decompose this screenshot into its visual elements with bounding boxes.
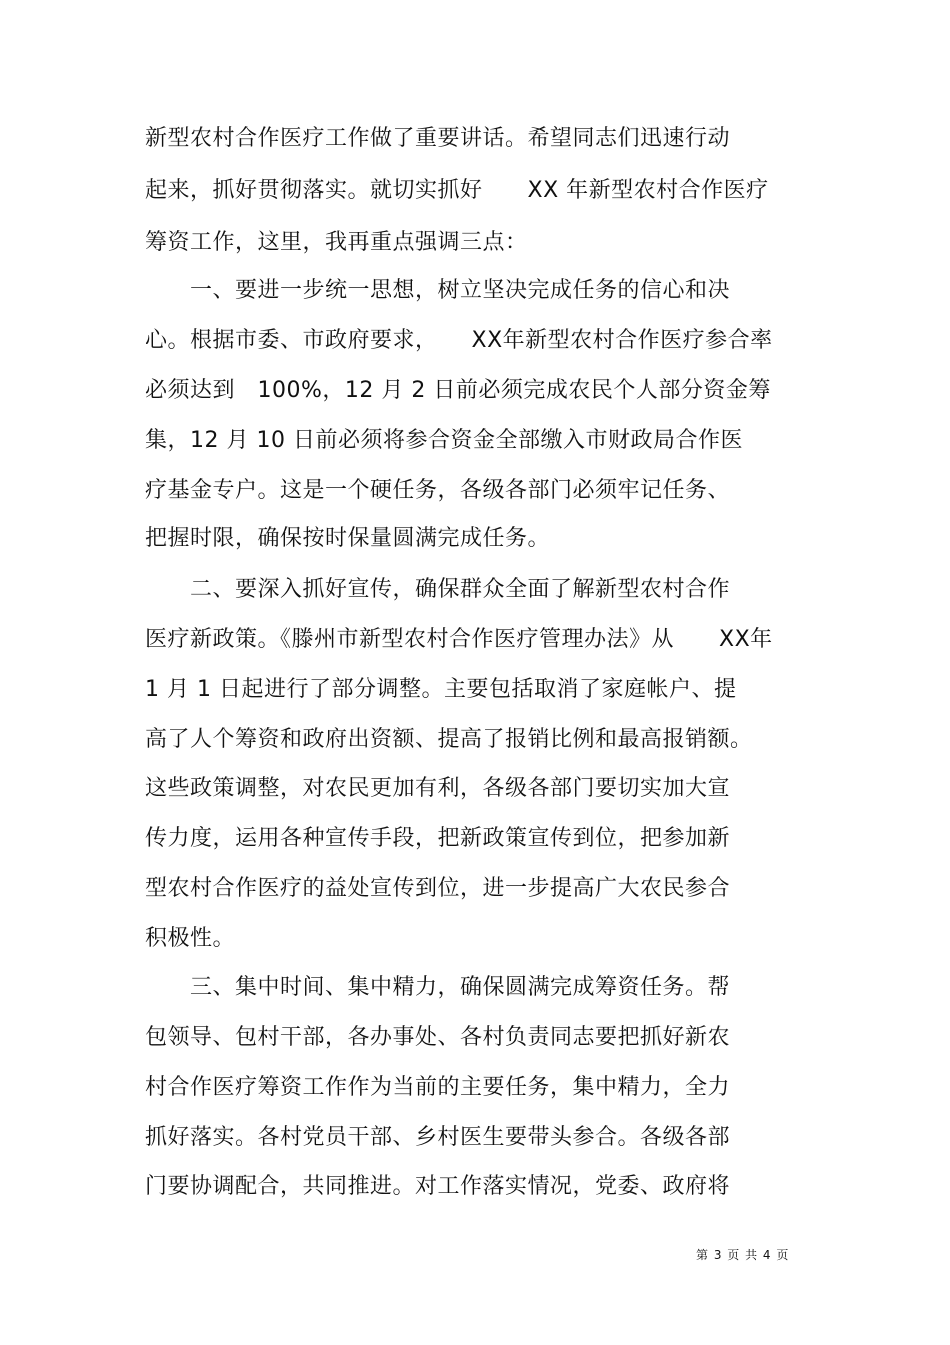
text-line: 集，12 月 10 日前必须将参合资金全部缴入市财政局合作医 [145, 428, 743, 453]
text-line: 一、要进一步统一思想，树立坚决完成任务的信心和决 [145, 278, 731, 303]
text-line: 二、要深入抓好宣传，确保群众全面了解新型农村合作 [145, 577, 731, 602]
text-line: 高了人个筹资和政府出资额、提高了报销比例和最高报销额。 [145, 727, 753, 752]
text-line: 积极性。 [145, 926, 236, 951]
text-line: 医疗新政策。《滕州市新型农村合作医疗管理办法》从 XX年 [145, 627, 773, 652]
text-line: 必须达到 100%，12 月 2 日前必须完成农民个人部分资金筹 [145, 378, 771, 403]
text-line: 三、集中时间、集中精力，确保圆满完成筹资任务。帮 [145, 975, 731, 1000]
text-line: 型农村合作医疗的益处宣传到位，进一步提高广大农民参合 [145, 876, 731, 901]
text-line: 门要协调配合，共同推进。对工作落实情况，党委、政府将 [145, 1174, 731, 1199]
text-line: 1 月 1 日起进行了部分调整。主要包括取消了家庭帐户、提 [145, 677, 737, 702]
text-line: 疗基金专户。这是一个硬任务，各级各部门必须牢记任务、 [145, 478, 731, 503]
page-footer: 第 3 页 共 4 页 [696, 1248, 790, 1262]
text-line: 抓好落实。各村党员干部、乡村医生要带头参合。各级各部 [145, 1125, 731, 1150]
text-line: 把握时限，确保按时保量圆满完成任务。 [145, 526, 551, 551]
text-line: 传力度，运用各种宣传手段，把新政策宣传到位，把参加新 [145, 826, 731, 851]
text-line: 筹资工作，这里，我再重点强调三点： [145, 230, 528, 255]
text-line: 心。根据市委、市政府要求， XX年新型农村合作医疗参合率 [145, 328, 773, 353]
text-line: 村合作医疗筹资工作作为当前的主要任务，集中精力，全力 [145, 1075, 731, 1100]
text-line: 包领导、包村干部，各办事处、各村负责同志要把抓好新农 [145, 1025, 731, 1050]
text-line: 起来，抓好贯彻落实。就切实抓好 XX 年新型农村合作医疗 [145, 178, 769, 203]
text-line: 新型农村合作医疗工作做了重要讲话。希望同志们迅速行动 [145, 126, 731, 151]
text-line: 这些政策调整，对农民更加有利，各级各部门要切实加大宣 [145, 776, 731, 801]
